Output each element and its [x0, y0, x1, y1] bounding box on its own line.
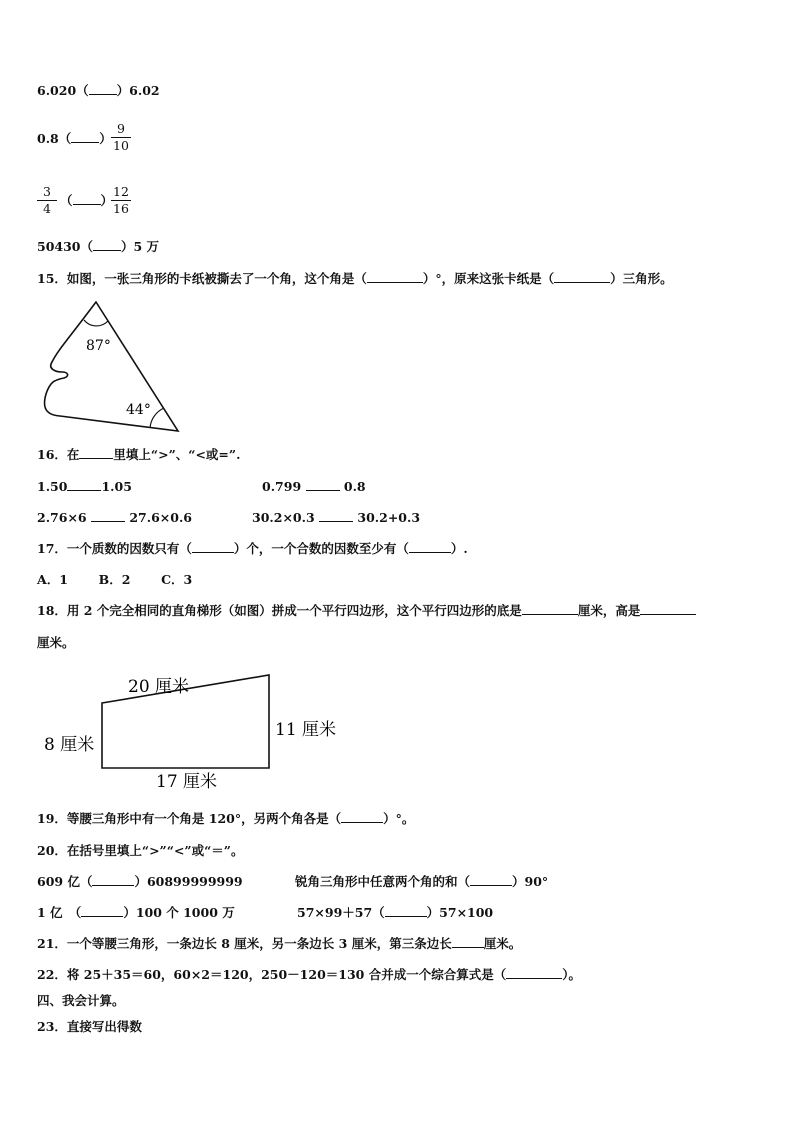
q20-item-3: 1 亿 （ ）100 个 1000 万 [37, 905, 235, 920]
compare-item-3: （ ） [60, 193, 114, 208]
answer-blank[interactable] [640, 602, 696, 615]
q16-item-1: 1.50 1.05 [37, 479, 132, 494]
compare-item-1: 6.020（ ）6.02 [37, 83, 160, 98]
q16-item-2: 0.799 0.8 [262, 479, 366, 494]
answer-blank[interactable] [306, 478, 340, 491]
question-22: 22．将 25＋35＝60，60×2＝120，250－120＝130 合并成一个综合算式是（ ）。 [37, 967, 581, 982]
answer-blank[interactable] [554, 270, 610, 283]
answer-blank[interactable] [409, 540, 451, 553]
question-18-cont: 厘米。 [37, 635, 75, 650]
label-bottom: 17 厘米 [156, 772, 218, 792]
trapezoid-figure [40, 665, 350, 795]
option-b[interactable]: B．2 [98, 572, 131, 587]
q20-item-2: 锐角三角形中任意两个角的和（ ）90° [295, 874, 549, 889]
answer-blank[interactable] [73, 192, 101, 205]
question-21: 21．一个等腰三角形，一条边长 8 厘米，另一条边长 3 厘米，第三条边长 厘米。 [37, 936, 522, 951]
angle-arc-bottom [150, 408, 164, 428]
answer-blank[interactable] [341, 810, 383, 823]
option-c[interactable]: C．3 [161, 572, 193, 587]
question-17: 17．一个质数的因数只有（ ）个，一个合数的因数至少有（ ）. [37, 541, 468, 556]
compare-item-4: 50430（ ）5 万 [37, 239, 160, 254]
q16-item-3: 2.76×6 27.6×0.6 [37, 510, 193, 525]
answer-blank[interactable] [452, 935, 484, 948]
compare-item-2: 0.8（ ） [37, 131, 112, 146]
answer-blank[interactable] [71, 130, 99, 143]
option-a[interactable]: A．1 [37, 572, 68, 587]
answer-blank[interactable] [385, 904, 427, 917]
question-20: 20．在括号里填上“>”“<”或“＝”。 [37, 843, 244, 858]
answer-blank[interactable] [92, 873, 134, 886]
answer-blank [79, 446, 113, 459]
question-23: 23．直接写出得数 [37, 1019, 142, 1034]
answer-blank[interactable] [506, 966, 562, 979]
label-top: 20 厘米 [128, 677, 190, 697]
answer-blank[interactable] [81, 904, 123, 917]
answer-blank[interactable] [522, 602, 578, 615]
section-heading: 四、我会计算。 [37, 993, 125, 1008]
fraction-3-4: $\frac{3}{4}$ [37, 184, 57, 217]
q20-item-4: 57×99＋57（ ）57×100 [297, 905, 494, 920]
label-left: 8 厘米 [44, 735, 95, 755]
angle-arc-top [84, 320, 108, 326]
label-right: 11 厘米 [275, 720, 337, 740]
question-19: 19．等腰三角形中有一个角是 120°，另两个角各是（ ）°。 [37, 811, 415, 826]
angle-label-top: 87° [86, 338, 111, 354]
answer-blank[interactable] [93, 238, 121, 251]
question-18: 18．用 2 个完全相同的直角梯形（如图）拼成一个平行四边形，这个平行四边形的底是 厘米，高是 [37, 602, 696, 620]
answer-blank[interactable] [319, 509, 353, 522]
q20-item-1: 609 亿（ ）60899999999 [37, 874, 243, 889]
answer-blank[interactable] [367, 270, 423, 283]
answer-blank[interactable] [470, 873, 512, 886]
answer-blank[interactable] [67, 478, 101, 491]
fraction-12-16: $\frac{12}{16}$ [111, 184, 131, 217]
q17-options [37, 571, 192, 589]
angle-label-bottom: 44° [126, 402, 151, 418]
question-16: 16．在 里填上“>”、“<或=”. [37, 447, 241, 462]
answer-blank[interactable] [91, 509, 125, 522]
answer-blank[interactable] [192, 540, 234, 553]
torn-triangle-figure [38, 298, 183, 436]
question-15: 15．如图，一张三角形的卡纸被撕去了一个角，这个角是（ ）°，原来这张卡纸是（ ）三角形。 [37, 271, 673, 286]
q16-item-4: 30.2×0.3 30.2+0.3 [252, 510, 421, 525]
answer-blank[interactable] [89, 82, 117, 95]
fraction-9-10: $\frac{9}{10}$ [111, 121, 131, 154]
